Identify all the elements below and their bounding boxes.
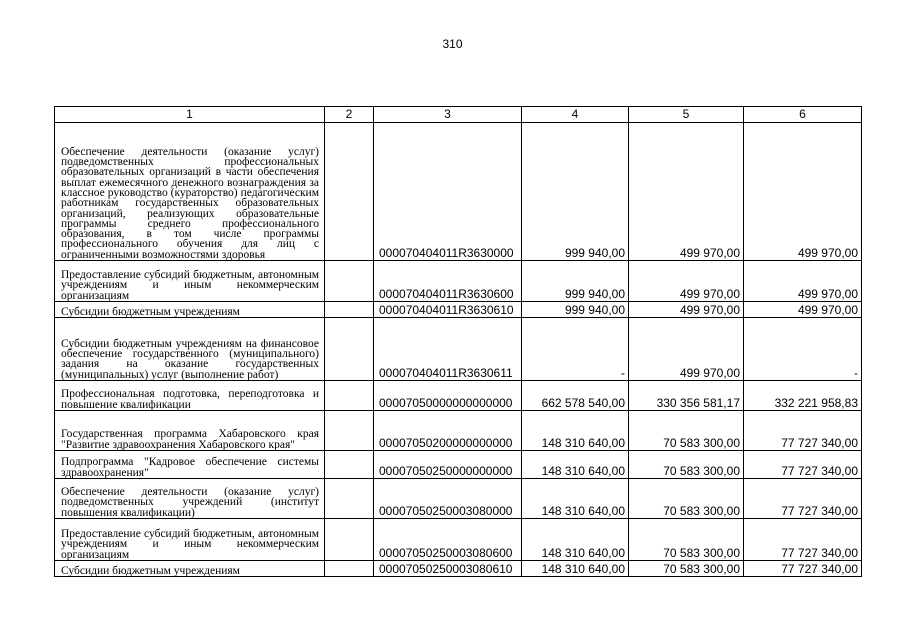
row-value-6: 332 221 958,83 (744, 381, 862, 411)
row-name: Подпрограмма "Кадровое обеспечение системы здравоохранения" (55, 451, 325, 479)
row-code: 000070404011R3630611 (374, 318, 522, 381)
row-value-5: 499 970,00 (629, 261, 744, 302)
row-name: Предоставление субсидий бюджетным, автономным учреждениям и иным некоммерческим организациям (55, 261, 325, 302)
table-row (55, 411, 862, 451)
row-name: Государственная программа Хабаровского края "Развитие здравоохранения Хабаровского края" (55, 411, 325, 451)
table-row (55, 318, 862, 381)
row-value-4: 148 310 640,00 (522, 451, 629, 479)
row-value-6: - (744, 318, 862, 381)
row-code: 00007050250003080600 (374, 519, 522, 561)
row-value-6: 77 727 340,00 (744, 451, 862, 479)
row-col2 (325, 411, 374, 451)
row-value-5: 499 970,00 (629, 302, 744, 318)
row-value-4: 148 310 640,00 (522, 561, 629, 577)
row-value-6: 77 727 340,00 (744, 519, 862, 561)
header-row (55, 107, 862, 123)
row-code: 00007050250000000000 (374, 451, 522, 479)
row-col2 (325, 561, 374, 577)
row-value-6: 499 970,00 (744, 123, 862, 261)
row-col2 (325, 318, 374, 381)
row-code: 00007050250003080610 (374, 561, 522, 577)
budget-table-body (55, 107, 862, 577)
row-value-6: 77 727 340,00 (744, 561, 862, 577)
row-value-4: 148 310 640,00 (522, 411, 629, 451)
row-value-4: 662 578 540,00 (522, 381, 629, 411)
table-row (55, 302, 862, 318)
row-col2 (325, 302, 374, 318)
row-value-6: 499 970,00 (744, 302, 862, 318)
column-header-4: 4 (522, 107, 629, 123)
table-row (55, 519, 862, 561)
row-col2 (325, 381, 374, 411)
row-value-4: 999 940,00 (522, 123, 629, 261)
row-value-5: 70 583 300,00 (629, 519, 744, 561)
row-code: 00007050250003080000 (374, 479, 522, 519)
row-code: 000070404011R3630000 (374, 123, 522, 261)
row-name: Обеспечение деятельности (оказание услуг) подведомственных учреждений (институт повышения квалификации) (55, 479, 325, 519)
row-value-6: 77 727 340,00 (744, 479, 862, 519)
row-value-5: 499 970,00 (629, 123, 744, 261)
row-value-6: 499 970,00 (744, 261, 862, 302)
row-value-4: 148 310 640,00 (522, 479, 629, 519)
table-row (55, 381, 862, 411)
row-code: 00007050000000000000 (374, 381, 522, 411)
row-value-4: - (522, 318, 629, 381)
row-value-4: 148 310 640,00 (522, 519, 629, 561)
row-value-5: 70 583 300,00 (629, 451, 744, 479)
row-value-4: 999 940,00 (522, 261, 629, 302)
row-col2 (325, 451, 374, 479)
row-value-5: 70 583 300,00 (629, 411, 744, 451)
row-value-4: 999 940,00 (522, 302, 629, 318)
column-header-2: 2 (325, 107, 374, 123)
page-number: 310 (442, 37, 463, 51)
budget-table (54, 106, 862, 577)
row-col2 (325, 261, 374, 302)
column-header-1: 1 (55, 107, 325, 123)
row-name: Предоставление субсидий бюджетным, автономным учреждениям и иным некоммерческим организациям (55, 519, 325, 561)
row-col2 (325, 123, 374, 261)
row-name: Обеспечение деятельности (оказание услуг) подведомственных профессиональных образовательных организаций в части обеспечения выплат ежемесячного денежного вознаграждения за классное руководство (кураторство) педагогическим работникам государственных образовательных организаций, реализующих образовательные программы среднего профессионального образования, в том числе программы профессионального обучения для лиц с ограниченными возможностями здоровья (55, 123, 325, 261)
row-col2 (325, 519, 374, 561)
row-value-5: 330 356 581,17 (629, 381, 744, 411)
row-col2 (325, 479, 374, 519)
row-name: Субсидии бюджетным учреждениям на финансовое обеспечение государственного (муниципального) задания на оказание государственных (муниципальных) услуг (выполнение работ) (55, 318, 325, 381)
table-row (55, 123, 862, 261)
column-header-6: 6 (744, 107, 862, 123)
row-name: Профессиональная подготовка, переподготовка и повышение квалификации (55, 381, 325, 411)
row-value-5: 70 583 300,00 (629, 561, 744, 577)
row-name: Субсидии бюджетным учреждениям (55, 302, 325, 318)
row-code: 00007050200000000000 (374, 411, 522, 451)
column-header-3: 3 (374, 107, 522, 123)
table-row (55, 479, 862, 519)
row-value-5: 70 583 300,00 (629, 479, 744, 519)
row-value-5: 499 970,00 (629, 318, 744, 381)
row-code: 000070404011R3630610 (374, 302, 522, 318)
row-name: Субсидии бюджетным учреждениям (55, 561, 325, 577)
column-header-5: 5 (629, 107, 744, 123)
table-row (55, 561, 862, 577)
table-row (55, 261, 862, 302)
table-row (55, 451, 862, 479)
row-value-6: 77 727 340,00 (744, 411, 862, 451)
row-code: 000070404011R3630600 (374, 261, 522, 302)
